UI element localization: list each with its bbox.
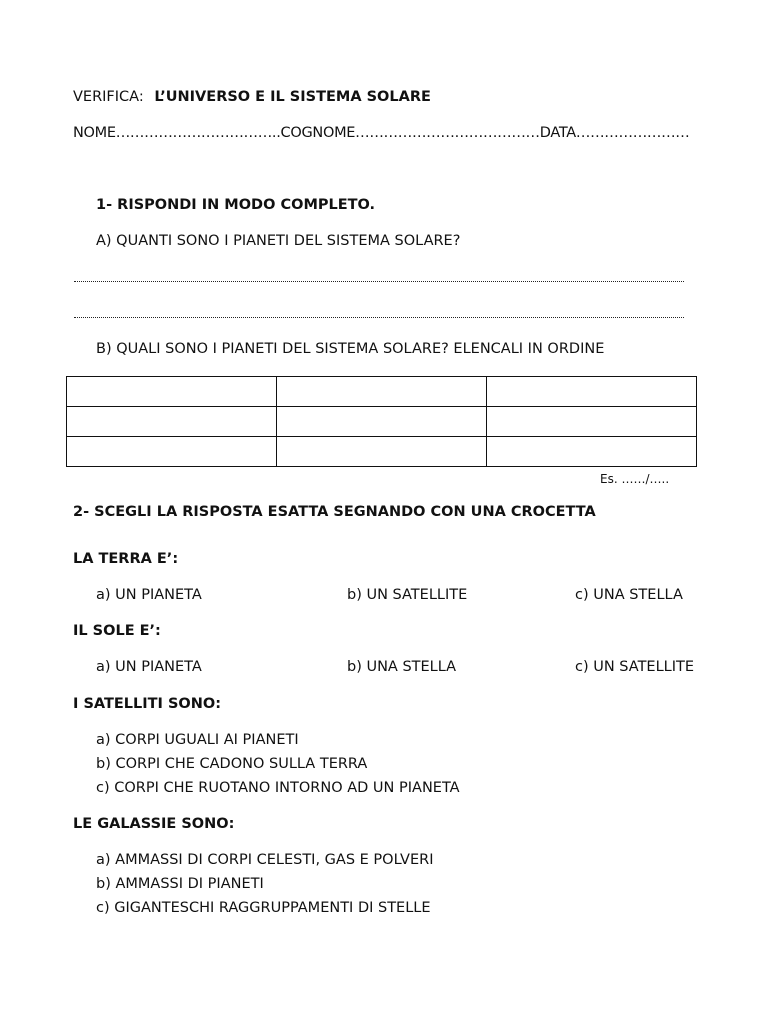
answer-line-1[interactable] — [74, 281, 684, 282]
table-cell[interactable] — [487, 377, 697, 407]
table-row — [67, 377, 697, 407]
q2-option-b[interactable]: b) UNA STELLA — [347, 659, 457, 675]
title-prefix: VERIFICA: — [73, 89, 144, 105]
q2-option-c[interactable]: c) UN SATELLITE — [575, 659, 695, 675]
table-cell[interactable] — [67, 407, 277, 437]
q3-option-b[interactable]: b) CORPI CHE CADONO SULLA TERRA — [96, 756, 368, 772]
q3-option-a[interactable]: a) CORPI UGUALI AI PIANETI — [96, 732, 299, 748]
section2-heading: 2- SCEGLI LA RISPOSTA ESATTA SEGNANDO CON UNA CROCETTA — [73, 504, 596, 520]
q3-label: I SATELLITI SONO: — [73, 696, 222, 712]
q3-option-c[interactable]: c) CORPI CHE RUOTANO INTORNO AD UN PIANETA — [96, 780, 460, 796]
table-cell[interactable] — [277, 377, 487, 407]
q4-label: LE GALASSIE SONO: — [73, 816, 235, 832]
q4-option-a[interactable]: a) AMMASSI DI CORPI CELESTI, GAS E POLVERI — [96, 852, 434, 868]
q1-option-a[interactable]: a) UN PIANETA — [96, 587, 202, 603]
q2-label: IL SOLE E’: — [73, 623, 161, 639]
table-cell[interactable] — [67, 377, 277, 407]
q1-label: LA TERRA E’: — [73, 551, 179, 567]
table-cell[interactable] — [277, 437, 487, 467]
q4-option-c[interactable]: c) GIGANTESCHI RAGGRUPPAMENTI DI STELLE — [96, 900, 431, 916]
student-info-line: NOME……………………………..COGNOME…………………………………DATA…………………… — [73, 125, 690, 141]
question-a: A) QUANTI SONO I PIANETI DEL SISTEMA SOLARE? — [96, 233, 461, 249]
table-row — [67, 407, 697, 437]
table-cell[interactable] — [277, 407, 487, 437]
section1-heading: 1- RISPONDI IN MODO COMPLETO. — [96, 197, 376, 213]
table-cell[interactable] — [67, 437, 277, 467]
q4-option-b[interactable]: b) AMMASSI DI PIANETI — [96, 876, 264, 892]
table-row — [67, 437, 697, 467]
score-label: Es. ……/….. — [600, 472, 670, 486]
title-main: L’UNIVERSO E IL SISTEMA SOLARE — [154, 89, 431, 105]
planets-answer-table — [66, 376, 697, 467]
q1-option-c[interactable]: c) UNA STELLA — [575, 587, 683, 603]
q1-option-b[interactable]: b) UN SATELLITE — [347, 587, 468, 603]
table-cell[interactable] — [487, 437, 697, 467]
table-cell[interactable] — [487, 407, 697, 437]
q2-option-a[interactable]: a) UN PIANETA — [96, 659, 202, 675]
question-b: B) QUALI SONO I PIANETI DEL SISTEMA SOLARE? ELENCALI IN ORDINE — [96, 341, 605, 357]
worksheet-title — [73, 90, 431, 105]
answer-line-2[interactable] — [74, 317, 684, 318]
